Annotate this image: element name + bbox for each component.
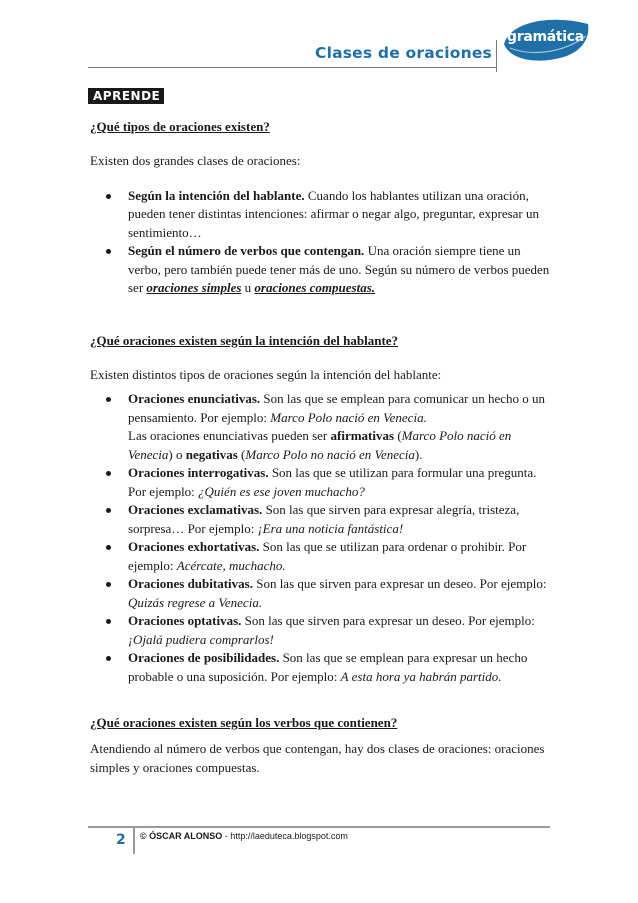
list-item: Oraciones exhortativas. Son las que se utilizan para ordenar o prohibir. Por ejemplo: Acércate, muchacho.	[128, 538, 550, 575]
logo-wordmark: gramática	[507, 29, 584, 45]
list-item: Según la intención del hablante. Cuando los hablantes utilizan una oración, pueden tener distintas intenciones: afirmar o negar algo, preguntar, expresar un sentimiento…	[128, 187, 550, 243]
list-item: Oraciones optativas. Son las que sirven para expresar un deseo. Por ejemplo: ¡Ojalá pudiera comprarlos!	[128, 612, 550, 649]
paragraph: Existen dos grandes clases de oraciones:	[90, 153, 301, 168]
footer-credit	[140, 831, 348, 841]
paragraph: Existen distintos tipos de oraciones según la intención del hablante:	[90, 366, 442, 382]
section-heading: ¿Qué tipos de oraciones existen?	[90, 119, 270, 134]
document-title: Clases de oraciones	[315, 44, 492, 62]
paragraph: Atendiendo al número de verbos que contengan, hay dos clases de oraciones: oraciones simples y oraciones compuestas.	[90, 741, 545, 775]
list-item: Oraciones exclamativas. Son las que sirven para expresar alegría, tristeza, sorpresa… Por ejemplo: ¡Era una noticia fantástica!	[128, 501, 550, 538]
footer-author: © ÓSCAR ALONSO	[140, 831, 223, 841]
footer-divider	[88, 826, 550, 828]
page-number: 2	[116, 832, 126, 848]
section-heading: ¿Qué oraciones existen según la intención del hablante?	[90, 332, 399, 348]
header-vertical-divider	[496, 40, 497, 72]
section-tag: APRENDE	[88, 88, 164, 104]
bullet-list	[90, 390, 550, 686]
list-item: Oraciones interrogativas. Son las que se utilizan para formular una pregunta. Por ejemplo: ¿Quién es ese joven muchacho?	[128, 464, 550, 501]
footer-vertical-divider	[133, 828, 135, 854]
bullet-list	[90, 187, 550, 298]
header-divider	[88, 67, 497, 68]
list-item: Según el número de verbos que contengan. Una oración siempre tiene un verbo, pero también puede tener más de uno. Según su número de verbos pueden ser oraciones simples u oraciones compuestas.	[128, 242, 550, 298]
footer-link[interactable]: - http://laeduteca.blogspot.com	[222, 831, 348, 841]
list-item: Oraciones enunciativas. Son las que se emplean para comunicar un hecho o un pensamiento. Por ejemplo: Marco Polo nació en Venecia. Las oraciones enunciativas pueden ser afirmativas (Marco Polo nació en Venecia) o negativas (Marco Polo no nació en Venecia).	[128, 390, 550, 464]
document-body	[90, 118, 550, 777]
list-item: Oraciones dubitativas. Son las que sirven para expresar un deseo. Por ejemplo: Quizás regrese a Venecia.	[128, 575, 550, 612]
list-item: Oraciones de posibilidades. Son las que se emplean para expresar un hecho probable o una suposición. Por ejemplo: A esta hora ya habrán partido.	[128, 649, 550, 686]
section-heading: ¿Qué oraciones existen según los verbos que contienen?	[90, 715, 398, 730]
